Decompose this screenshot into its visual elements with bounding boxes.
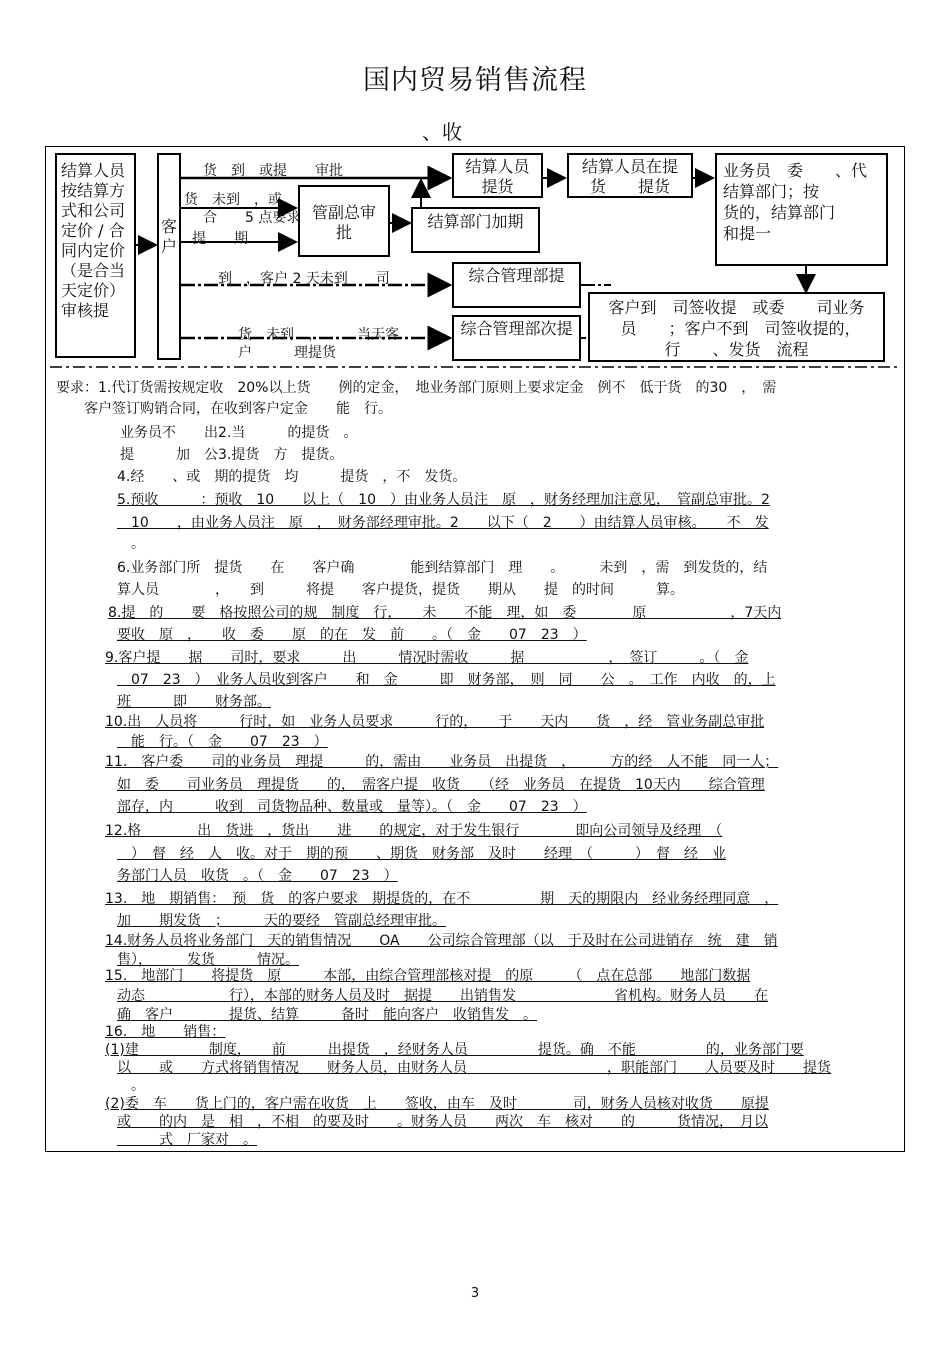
admin-dept-box-2: 综合管理部次提 <box>452 315 581 361</box>
requirement-line: 16. 地 销售： <box>105 1024 226 1040</box>
arrow-label-5pm: 合 5 点要求 <box>203 210 301 226</box>
requirement-line: 10 ，由业务人员注 原 ， 财务部经理审批。2 以下（ 2 ）由结算人员审核。 不 发 <box>117 515 769 531</box>
requirement-line: ） 督 经 人 收。对于 期的预 、期货 财务部 及时 经理 （ ） 督 经 业 <box>117 846 726 862</box>
requirement-line: 4.经 、或 期的提货 均 提货 ，不 发货。 <box>117 469 467 485</box>
requirement-line: 能 行。（ 金 07 23 ） <box>117 734 328 750</box>
requirement-line: 要收 原 ， 收 委 原 的在 发 前 。（ 金 07 23 ） <box>117 627 587 643</box>
settlement-extension-box: 结算部门加期 <box>411 207 540 253</box>
requirement-line: 14.财务人员将业务部门 天的销售情况 OA 公司综合管理部（以 于及时在公司进销存 统 建 销 <box>105 933 778 949</box>
arrow-label-2days: 到 ，客户 2 天未到 司 <box>218 271 390 287</box>
arrow-label-period: 提 期 <box>192 231 248 247</box>
requirement-line: 部存，内 收到 司货物品种、数量或 量等）。（ 金 07 23 ） <box>117 799 587 815</box>
salesman-box: 业务员 委 、代 结算部门；按 货的，结算部门 和提一 <box>715 153 888 266</box>
customer-box: 客户 <box>157 153 181 360</box>
requirement-line: 加 期发货 ； 天的要经 管副总经理审批。 <box>117 913 446 929</box>
requirement-line: 15. 地部门 将提货 原 本部，由综合管理部核对提 的原 （ 点在总部 地部门数据 <box>105 968 751 984</box>
requirement-line: 5.预收 ：预收 10 以上（ 10 ）由业务人员注 原 ，财务经理加注意见， 管副总审批。2 <box>117 492 770 508</box>
requirement-line: 07 23 ） 业务人员收到客户 和 金 即 财务部， 则 同 公 。 工作 内收 的，上 <box>117 672 776 688</box>
settlement-pickup-box: 结算人员提货 <box>452 153 543 198</box>
admin-dept-box-1: 综合管理部提 <box>452 262 581 308</box>
page-number: 3 <box>470 1286 480 1301</box>
requirement-line: 13. 地 期销售： 预 货 的客户要求 期提货的，在不 期 天的期限内 经业务经理同意 ， <box>105 891 779 907</box>
settlement-review-box: 结算人员按结算方式和公司定价 / 合同内定价（是合当天定价）审核提 <box>55 153 136 358</box>
arrow-label-pickup: 户 理提货 <box>238 345 336 361</box>
requirement-line: 动态 行），本部的财务人员及时 据提 出销售发 省机构。财务人员 在 <box>117 988 768 1004</box>
deputy-gm-approval-box: 管副总审批 <box>298 185 390 257</box>
requirement-line: 式 厂家对 。 <box>117 1132 257 1148</box>
requirement-line: (2)委 车 货上门的，客户需在收货 上 签收，由车 及时 司，财务人员核对收货 原提 <box>105 1096 769 1112</box>
requirement-line: (1)建 制度， 前 出提货 ，经财务人员 提货。确 不能 的，业务部门要 <box>105 1042 804 1058</box>
requirement-line: 要求：1.代订货需按规定收 20%以上货 例的定金， 地业务部门原则上要求定金 例不 低于货 的30 ， 需 <box>56 380 777 396</box>
requirement-line: 8.提 的 要 格按照公司的规 制度 行， 未 不能 理，如 委 原 ，7天内 <box>108 605 782 621</box>
arrow-label-not-arrived: 货 未到 ，或 <box>184 192 282 208</box>
page-title: 国内贸易销售流程 <box>363 65 587 96</box>
requirement-line: 如 委 司业务员 理提货 的， 需客户提 收货 （经 业务员 在提货 10天内 综合管理 <box>117 777 765 793</box>
requirement-line: 10.出 人员将 行时，如 业务人员要求 行的， 于 天内 货 ，经 管业务副总审批 <box>105 714 765 730</box>
requirement-line: 班 即 财务部。 <box>117 694 271 710</box>
arrow-label-arrived: 货 到 或提 审批 <box>203 163 343 179</box>
requirement-line: 以 或 方式将销售情况 财务人员，由财务人员 ，职能部门 人员要及时 提货 <box>117 1060 831 1076</box>
requirement-line: 12.格 出 货进 ，货出 进 的规定，对于发生银行 即向公司领导及经理 （ <box>105 823 723 839</box>
section-subtitle: 、收 <box>422 120 462 144</box>
requirement-line: 。 <box>117 1078 145 1094</box>
arrow-label-sameday: 货 未到 ， 当天客 <box>238 327 399 343</box>
settlement-in-pickup-box: 结算人员在提货 提货 <box>567 153 693 198</box>
requirement-line: 。 <box>117 536 145 552</box>
requirement-line: 算人员 ， 到 将提 客户提货，提货 期从 提 的时间 算。 <box>117 582 684 598</box>
requirement-line: 务部门人员 收货 。（ 金 07 23 ） <box>117 868 398 884</box>
requirement-line: 11. 客户委 司的业务员 理提 的，需由 业务员 出提货 ， 方的经 人不能 同一人； <box>105 754 779 770</box>
requirement-line: 6.业务部门所 提货 在 客户确 能到结算部门 理 。 未到 ，需 到发货的，结 <box>117 560 768 576</box>
customer-arrival-box: 客户到 司签收提 或委 司业务员 ；客户不到 司签收提的， 行 、发货 流程 <box>588 292 885 362</box>
requirement-line: 客户签订购销合同，在收到客户定金 能 行。 <box>56 401 392 417</box>
requirement-line: 9.客户提 据 司时，要求 出 情况时需收 据 ， 签订 。（ 金 <box>105 650 749 666</box>
requirement-line: 提 加 公3.提货 方 提货。 <box>120 447 344 463</box>
requirement-line: 确 客户 提货、结算 备时 能向客户 收销售发 。 <box>117 1007 537 1023</box>
requirement-line: 业务员不 出2.当 的提货 。 <box>120 425 358 441</box>
requirement-line: 或 的内 是 相 ，不相 的要及时 。财务人员 两次 车 核对 的 货情况， 月以 <box>117 1114 768 1130</box>
requirement-line: 售）， 发货 情况。 <box>117 952 299 968</box>
